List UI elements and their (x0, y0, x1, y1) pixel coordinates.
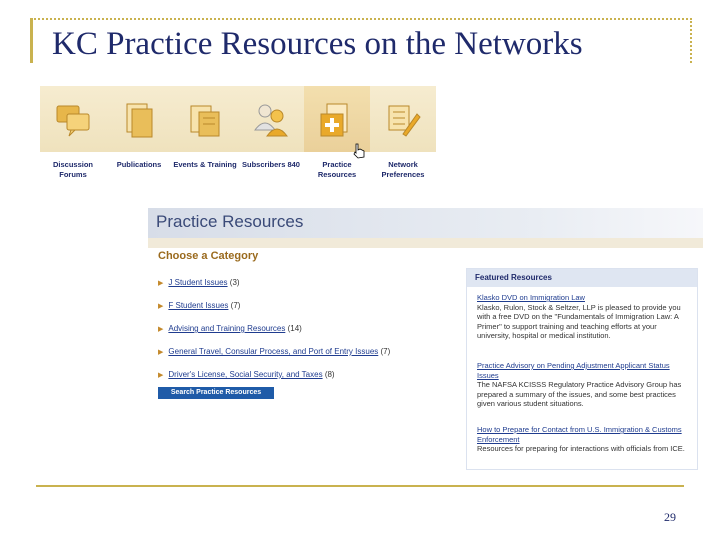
featured-text: Resources for preparing for interactions with officials from ICE. (477, 444, 685, 453)
arrow-icon: ▶ (158, 280, 164, 287)
featured-link[interactable]: Klasko DVD on Immigration Law (477, 293, 585, 302)
panel-header (148, 208, 703, 238)
toolbar-label: Network Preferences (381, 160, 425, 179)
discussion-icon (53, 100, 93, 140)
category-item[interactable] (158, 370, 335, 379)
featured-item (477, 425, 691, 454)
category-link[interactable]: General Travel, Consular Process, and Port of Entry Issues (168, 347, 379, 356)
category-link[interactable]: J Student Issues (168, 278, 228, 287)
category-item[interactable] (158, 347, 390, 356)
category-link[interactable]: F Student Issues (168, 301, 229, 310)
panel-divider (148, 238, 703, 248)
toolbar-label: Publications (116, 160, 162, 169)
hand-cursor-icon (350, 142, 368, 160)
toolbar-practice-resources[interactable] (304, 86, 370, 186)
category-count: (3) (229, 278, 240, 287)
publications-icon (119, 100, 159, 140)
slide-title: KC Practice Resources on the Networks (52, 26, 583, 62)
frame-bottom-line (36, 485, 684, 487)
featured-text: Klasko, Rulon, Stock & Seltzer, LLP is pleased to provide you with a free DVD on the "Fundamentals of Immigration Law: A Primer" to support training and teaching efforts at your university, hospital or medical institution. (477, 302, 681, 340)
category-heading: Choose a Category (158, 250, 259, 262)
featured-item (477, 361, 691, 409)
category-item[interactable] (158, 301, 240, 310)
category-link[interactable]: Driver's License, Social Security, and Taxes (168, 370, 323, 379)
frame-top-line (30, 18, 692, 20)
toolbar-label: Discussion Forums (52, 160, 93, 179)
featured-link[interactable]: Practice Advisory on Pending Adjustment Applicant Status Issues (477, 361, 670, 380)
toolbar-label: Subscribers 840 (242, 160, 300, 169)
events-icon (185, 100, 225, 140)
toolbar-network-preferences[interactable] (370, 86, 436, 186)
category-item[interactable] (158, 278, 240, 287)
network-preferences-icon (383, 100, 423, 140)
network-toolbar (40, 86, 436, 186)
arrow-icon: ▶ (158, 372, 164, 379)
arrow-icon: ▶ (158, 349, 164, 356)
category-count: (14) (287, 324, 302, 333)
featured-item (477, 293, 691, 341)
frame-left-bar (30, 18, 33, 63)
toolbar-publications[interactable] (106, 86, 172, 186)
toolbar-subscribers[interactable] (238, 86, 304, 186)
frame-right-line (690, 18, 692, 63)
toolbar-events-training[interactable] (172, 86, 238, 186)
subscribers-icon (251, 100, 291, 140)
featured-link[interactable]: How to Prepare for Contact from U.S. Immigration & Customs Enforcement (477, 425, 682, 444)
panel-title: Practice Resources (156, 212, 304, 231)
featured-heading: Featured Resources (467, 269, 697, 287)
featured-text: The NAFSA KCISSS Regulatory Practice Advisory Group has prepared a summary of the issues, and some best practices given various student situations. (477, 380, 682, 408)
toolbar-discussion-forums[interactable] (40, 86, 106, 186)
search-practice-resources-button[interactable]: Search Practice Resources (158, 387, 274, 399)
arrow-icon: ▶ (158, 326, 164, 333)
category-item[interactable] (158, 324, 302, 333)
category-link[interactable]: Advising and Training Resources (168, 324, 286, 333)
page-number: 29 (664, 510, 676, 524)
arrow-icon: ▶ (158, 303, 164, 310)
category-count: (7) (380, 347, 391, 356)
practice-resources-icon (317, 100, 357, 140)
toolbar-label: Events & Training (173, 160, 237, 169)
category-count: (7) (230, 301, 241, 310)
toolbar-label: Practice Resources (317, 160, 357, 179)
featured-resources-box (466, 268, 698, 470)
category-count: (8) (324, 370, 335, 379)
practice-resources-panel (148, 208, 703, 470)
